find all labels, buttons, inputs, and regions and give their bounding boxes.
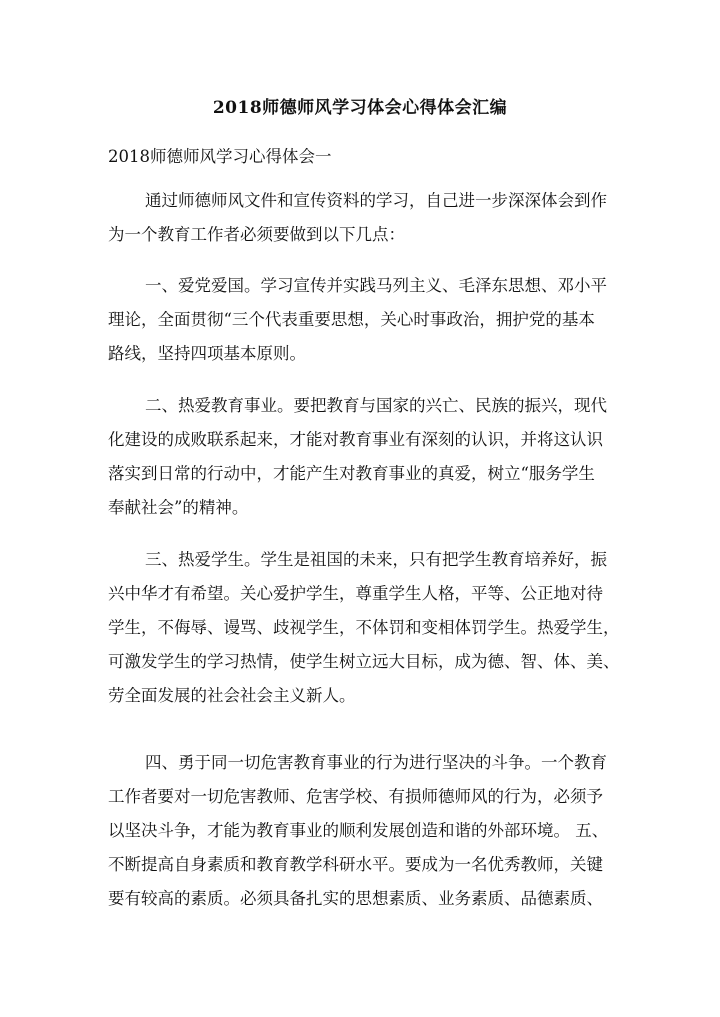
paragraph-line: 四、勇于同一切危害教育事业的行为进行坚决的斗争。一个教育 <box>145 753 607 772</box>
paragraph-line: 化建设的成败联系起来，才能对教育事业有深刻的认识，并将这认识 <box>108 430 603 449</box>
paragraph-line: 学生，不侮辱、谩骂、歧视学生，不体罚和变相体罚学生。热爱学生， <box>108 618 620 637</box>
paragraph-fight-harm <box>108 746 620 916</box>
section-subtitle: 2018师德师风学习心得体会一 <box>108 147 332 166</box>
paragraph-line: 一、爱党爱国。学习宣传并实践马列主义、毛泽东思想、邓小平 <box>145 276 607 295</box>
paragraph-line: 三、热爱学生。学生是祖国的未来，只有把学生教育培养好，振 <box>145 550 607 569</box>
paragraph-line: 为一个教育工作者必须要做到以下几点： <box>108 225 405 244</box>
paragraph-line: 路线，坚持四项基本原则。 <box>108 344 306 363</box>
paragraph-line: 二、热爱教育事业。要把教育与国家的兴亡、民族的振兴，现代 <box>145 396 607 415</box>
paragraph-line: 兴中华才有希望。关心爱护学生，尊重学生人格，平等、公正地对待 <box>108 584 603 603</box>
paragraph-line: 以坚决斗争，才能为教育事业的顺利发展创造和谐的外部环境。 五、 <box>108 821 609 840</box>
paragraph-line: 要有较高的素质。必须具备扎实的思想素质、业务素质、品德素质、 <box>108 889 603 908</box>
paragraph-line: 劳全面发展的社会社会主义新人。 <box>108 686 356 705</box>
paragraph-line: 工作者要对一切危害教师、危害学校、有损师德师风的行为，必须予 <box>108 787 603 806</box>
paragraph-line: 理论，全面贯彻“三个代表重要思想，关心时事政治，拥护党的基本 <box>108 310 595 329</box>
paragraph-line: 可激发学生的学习热情，使学生树立远大目标，成为德、智、体、美、 <box>108 652 620 671</box>
paragraph-line: 通过师德师风文件和宣传资料的学习，自己进一步深深体会到作 <box>145 191 607 210</box>
paragraph-love-party <box>108 269 620 371</box>
paragraph-line: 不断提高自身素质和教育教学科研水平。要成为一名优秀教师，关键 <box>108 855 603 874</box>
paragraph-line: 落实到日常的行动中，才能产生对教育事业的真爱，树立“服务学生 <box>108 464 595 483</box>
paragraph-love-education <box>108 389 620 525</box>
document-title: 2018师德师风学习体会心得体会汇编 <box>212 98 508 118</box>
paragraph-line: 奉献社会”的精神。 <box>108 498 249 517</box>
paragraph-intro <box>108 184 620 252</box>
paragraph-love-students <box>108 543 620 713</box>
